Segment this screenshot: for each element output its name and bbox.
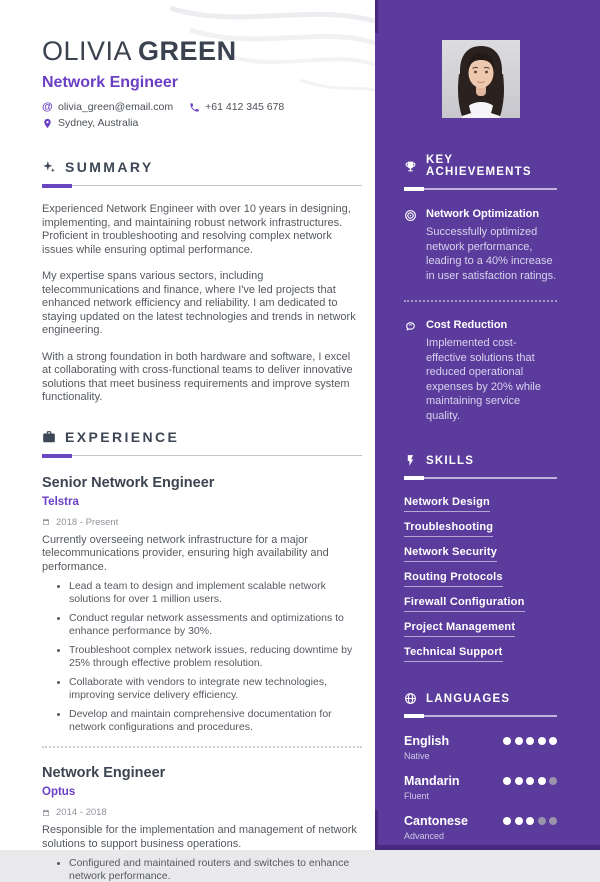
rating-dot [503,817,511,825]
job-title: Network Engineer [42,765,362,781]
first-name: OLIVIA [42,36,132,66]
languages-list [404,734,557,841]
dotted-divider [404,300,557,302]
achievement-title: Network Optimization [426,208,557,220]
job-bullet: • Troubleshoot complex network issues, reducing downtime by 25% through effective problem resolution. [69,644,362,669]
rating-dot [538,777,546,785]
skill-item: Troubleshooting [404,521,493,537]
skills-list [404,496,557,662]
contact-email [42,101,173,113]
rating-dot [549,817,557,825]
calendar-icon [42,809,50,817]
pin-icon [42,118,53,129]
job-bullet: • Collaborate with vendors to integrate new technologies, improving service delivery efficiency. [69,676,362,701]
experience-header [42,429,362,445]
rating-dot [503,737,511,745]
skills-header [404,454,557,467]
sidebar-top-accent [375,0,378,33]
sidebar [375,0,600,850]
section-rule [404,476,557,480]
skill-item: Network Security [404,546,497,562]
calendar-icon [42,518,50,526]
job-bullet: • Lead a team to design and implement scalable network solutions for over 1 million users. [69,580,362,605]
job-bullet: • Conduct regular network assessments and optimizations to enhance performance by 30%. [69,612,362,637]
profile-photo [442,40,520,118]
summary-section [42,159,362,405]
section-rule [42,454,362,458]
language-row [404,774,557,801]
trophy-icon [404,160,417,173]
job-bullet: • Develop and maintain comprehensive documentation for network configurations and procedures. [69,708,362,733]
rating-dot [515,817,523,825]
summary-paragraph: Experienced Network Engineer with over 10 years in designing, implementing, and maintaining robust network infrastructures. Proficient in troubleshooting and resolving complex network issues while ensuring optimal performance. [42,203,362,257]
phone-icon [189,102,200,113]
language-name: Mandarin [404,774,460,788]
summary-paragraph: My expertise spans various sectors, including telecommunications and finance, where I've led projects that enhanced network efficiency and reliability. I am dedicated to staying updated on the latest technologies and trends in network engineering. [42,270,362,338]
section-rule [404,714,557,718]
rating-dot [549,777,557,785]
achievement-title: Cost Reduction [426,319,557,331]
rating-dot [503,777,511,785]
job-entry [42,765,362,882]
bolt-icon [404,454,417,467]
sidebar-side-accent [375,810,378,850]
languages-section [404,692,557,841]
piggy-bank-icon [404,319,418,423]
rating-dot [538,817,546,825]
headline-job-title: Network Engineer [42,74,362,92]
contact-phone [189,101,284,113]
contact-location [42,117,138,129]
achievements-header [404,154,557,178]
rating-dot [515,777,523,785]
job-period-text: 2014 - 2018 [56,807,107,818]
sparkle-icon [42,160,56,174]
summary-paragraph: With a strong foundation in both hardware and software, I excel at collaborating with cross-functional teams to deliver innovative solutions that meet business requirements and improve system functionality. [42,351,362,405]
language-level: Native [404,751,449,761]
section-rule [404,187,557,191]
skill-item: Routing Protocols [404,571,503,587]
skills-section [404,454,557,662]
person-name [42,36,362,67]
job-description: Responsible for the implementation and management of network solutions to support business operations. [42,824,362,851]
language-rating [503,734,557,745]
language-name: Cantonese [404,814,468,828]
language-level: Advanced [404,831,468,841]
summary-header [42,159,362,175]
job-bullets [42,857,362,882]
languages-title: LANGUAGES [426,693,510,705]
at-icon: @ [42,102,53,113]
language-row [404,734,557,761]
last-name: GREEN [138,36,237,66]
rating-dot [538,737,546,745]
skill-item: Technical Support [404,646,503,662]
email-text: olivia_green@email.com [58,101,173,113]
job-company: Optus [42,786,362,798]
rating-dot [515,737,523,745]
section-rule [42,184,362,188]
language-rating [503,774,557,785]
job-bullets [42,580,362,733]
skills-title: SKILLS [426,455,474,467]
job-entry [42,475,362,734]
achievement-item [404,319,557,423]
job-title: Senior Network Engineer [42,475,362,491]
dotted-divider [42,746,362,748]
achievement-text: Implemented cost-effective solutions that reduced operational expenses by 20% while maintaining service quality. [426,336,557,423]
phone-text: +61 412 345 678 [205,101,284,113]
sidebar-bottom-accent [375,845,600,850]
job-period [42,517,362,528]
language-level: Fluent [404,791,460,801]
achievement-item [404,208,557,283]
briefcase-icon [42,430,56,444]
rating-dot [526,817,534,825]
job-period [42,807,362,818]
skill-item: Firewall Configuration [404,596,525,612]
summary-title: SUMMARY [65,159,154,175]
achievements-section [404,154,557,423]
job-period-text: 2018 - Present [56,517,118,528]
rating-dot [526,737,534,745]
target-icon [404,208,418,283]
globe-icon [404,692,417,705]
language-row [404,814,557,841]
skill-item: Project Management [404,621,515,637]
rating-dot [526,777,534,785]
job-description: Currently overseeing network infrastructure for a major telecommunications provider, ensuring high availability and performance. [42,534,362,575]
skill-item: Network Design [404,496,490,512]
rating-dot [549,737,557,745]
location-text: Sydney, Australia [58,117,138,129]
achievements-title: KEY ACHIEVEMENTS [426,154,557,178]
summary-paragraphs [42,203,362,405]
language-name: English [404,734,449,748]
contact-info [42,101,362,129]
language-rating [503,814,557,825]
experience-title: EXPERIENCE [65,429,179,445]
languages-header [404,692,557,705]
experience-section [42,429,362,882]
job-bullet: • Configured and maintained routers and switches to enhance network performance. [69,857,362,882]
achievement-text: Successfully optimized network performance, leading to a 40% increase in user satisfaction ratings. [426,225,557,283]
job-company: Telstra [42,496,362,508]
avatar [442,40,520,118]
